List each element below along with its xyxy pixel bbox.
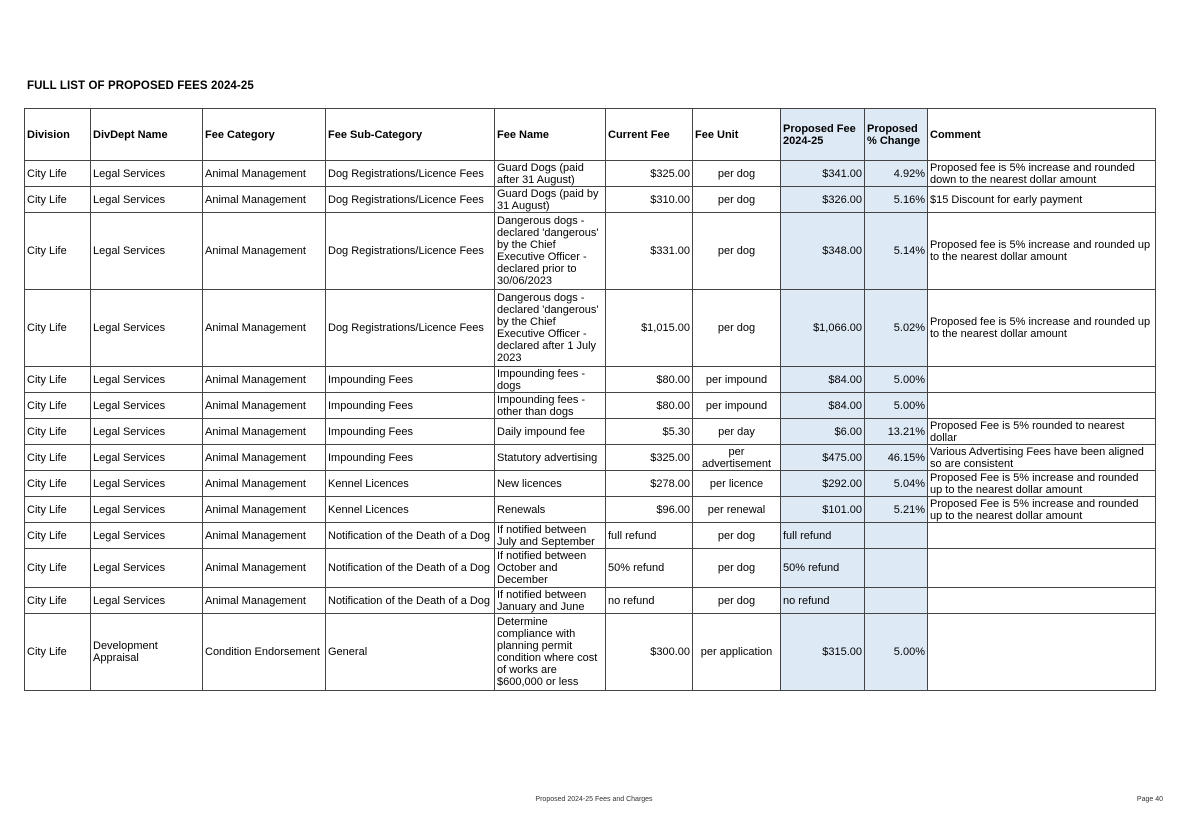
- cell-category: Animal Management: [203, 419, 326, 445]
- cell-proposed-fee: no refund: [781, 588, 865, 614]
- cell-dept: Legal Services: [91, 290, 203, 367]
- cell-category: Animal Management: [203, 367, 326, 393]
- table-body: [25, 161, 1156, 691]
- cell-subcategory: Impounding Fees: [326, 445, 495, 471]
- cell-fee-name: If notified between October and December: [495, 549, 606, 588]
- cell-category: Animal Management: [203, 290, 326, 367]
- cell-proposed-fee: $348.00: [781, 213, 865, 290]
- cell-category: Animal Management: [203, 445, 326, 471]
- table-row: [25, 614, 1156, 691]
- table-row: [25, 393, 1156, 419]
- cell-proposed-fee: $292.00: [781, 471, 865, 497]
- cell-comment: [928, 393, 1156, 419]
- cell-fee-unit: per licence: [693, 471, 781, 497]
- cell-subcategory: Dog Registrations/Licence Fees: [326, 187, 495, 213]
- cell-dept: Legal Services: [91, 213, 203, 290]
- cell-fee-name: Guard Dogs (paid by 31 August): [495, 187, 606, 213]
- cell-fee-unit: per dog: [693, 187, 781, 213]
- cell-proposed-fee: full refund: [781, 523, 865, 549]
- cell-current-fee: $310.00: [606, 187, 693, 213]
- cell-change: 5.02%: [865, 290, 928, 367]
- col-header-proposed-fee: Proposed Fee 2024-25: [781, 109, 865, 161]
- cell-current-fee: $80.00: [606, 367, 693, 393]
- cell-change: 5.04%: [865, 471, 928, 497]
- col-header-current-fee: Current Fee: [606, 109, 693, 161]
- cell-comment: Proposed fee is 5% increase and rounded up to the nearest dollar amount: [928, 213, 1156, 290]
- cell-change: [865, 549, 928, 588]
- cell-change: 5.00%: [865, 367, 928, 393]
- cell-dept: Legal Services: [91, 419, 203, 445]
- cell-division: City Life: [25, 367, 91, 393]
- cell-comment: [928, 523, 1156, 549]
- cell-division: City Life: [25, 187, 91, 213]
- footer-title: Proposed 2024-25 Fees and Charges: [535, 796, 653, 803]
- cell-fee-unit: per dog: [693, 588, 781, 614]
- page-title: FULL LIST OF PROPOSED FEES 2024-25: [27, 80, 254, 92]
- cell-current-fee: $5.30: [606, 419, 693, 445]
- cell-proposed-fee: $84.00: [781, 367, 865, 393]
- cell-dept: Legal Services: [91, 367, 203, 393]
- cell-change: 46.15%: [865, 445, 928, 471]
- table-row: [25, 549, 1156, 588]
- cell-change: 5.00%: [865, 614, 928, 691]
- cell-subcategory: Notification of the Death of a Dog: [326, 523, 495, 549]
- cell-subcategory: Kennel Licences: [326, 471, 495, 497]
- cell-comment: Proposed Fee is 5% increase and rounded up to the nearest dollar amount: [928, 497, 1156, 523]
- cell-subcategory: Notification of the Death of a Dog: [326, 588, 495, 614]
- cell-subcategory: Dog Registrations/Licence Fees: [326, 161, 495, 187]
- cell-current-fee: $331.00: [606, 213, 693, 290]
- cell-category: Animal Management: [203, 549, 326, 588]
- cell-fee-unit: per impound: [693, 393, 781, 419]
- cell-category: Animal Management: [203, 213, 326, 290]
- cell-subcategory: Dog Registrations/Licence Fees: [326, 213, 495, 290]
- table-row: [25, 161, 1156, 187]
- cell-proposed-fee: $1,066.00: [781, 290, 865, 367]
- cell-fee-name: Guard Dogs (paid after 31 August): [495, 161, 606, 187]
- cell-current-fee: 50% refund: [606, 549, 693, 588]
- cell-comment: Proposed Fee is 5% increase and rounded up to the nearest dollar amount: [928, 471, 1156, 497]
- cell-comment: [928, 367, 1156, 393]
- table-row: [25, 187, 1156, 213]
- cell-subcategory: Impounding Fees: [326, 367, 495, 393]
- cell-fee-unit: per dog: [693, 523, 781, 549]
- table-row: [25, 523, 1156, 549]
- cell-fee-name: Renewals: [495, 497, 606, 523]
- cell-dept: Legal Services: [91, 187, 203, 213]
- cell-fee-name: Statutory advertising: [495, 445, 606, 471]
- cell-proposed-fee: $84.00: [781, 393, 865, 419]
- cell-comment: [928, 614, 1156, 691]
- cell-category: Animal Management: [203, 588, 326, 614]
- cell-proposed-fee: $315.00: [781, 614, 865, 691]
- cell-current-fee: $96.00: [606, 497, 693, 523]
- cell-subcategory: Notification of the Death of a Dog: [326, 549, 495, 588]
- cell-proposed-fee: $341.00: [781, 161, 865, 187]
- col-header-dept: DivDept Name: [91, 109, 203, 161]
- page-number: Page 40: [1136, 796, 1163, 803]
- cell-current-fee: $80.00: [606, 393, 693, 419]
- cell-fee-name: If notified between January and June: [495, 588, 606, 614]
- cell-fee-unit: per advertisement: [693, 445, 781, 471]
- cell-change: 5.00%: [865, 393, 928, 419]
- table-row: [25, 588, 1156, 614]
- cell-division: City Life: [25, 614, 91, 691]
- cell-dept: Legal Services: [91, 549, 203, 588]
- cell-fee-name: Dangerous dogs - declared 'dangerous' by the Chief Executive Officer - declared prior to 30/06/2023: [495, 213, 606, 290]
- col-header-change: Proposed % Change: [865, 109, 928, 161]
- table-row: [25, 497, 1156, 523]
- cell-division: City Life: [25, 471, 91, 497]
- cell-current-fee: full refund: [606, 523, 693, 549]
- cell-proposed-fee: $6.00: [781, 419, 865, 445]
- cell-change: 5.21%: [865, 497, 928, 523]
- cell-fee-unit: per day: [693, 419, 781, 445]
- cell-division: City Life: [25, 588, 91, 614]
- cell-subcategory: Impounding Fees: [326, 393, 495, 419]
- col-header-division: Division: [25, 109, 91, 161]
- col-header-fee-unit: Fee Unit: [693, 109, 781, 161]
- cell-comment: [928, 588, 1156, 614]
- cell-dept: Legal Services: [91, 445, 203, 471]
- cell-change: 4.92%: [865, 161, 928, 187]
- cell-fee-unit: per application: [693, 614, 781, 691]
- cell-fee-name: Daily impound fee: [495, 419, 606, 445]
- cell-comment: $15 Discount for early payment: [928, 187, 1156, 213]
- cell-dept: Legal Services: [91, 471, 203, 497]
- header-row: [25, 109, 1156, 161]
- col-header-category: Fee Category: [203, 109, 326, 161]
- cell-division: City Life: [25, 419, 91, 445]
- cell-comment: Various Advertising Fees have been aligned so are consistent: [928, 445, 1156, 471]
- table-row: [25, 471, 1156, 497]
- cell-fee-name: New licences: [495, 471, 606, 497]
- cell-category: Animal Management: [203, 471, 326, 497]
- cell-change: [865, 588, 928, 614]
- cell-current-fee: $300.00: [606, 614, 693, 691]
- cell-fee-unit: per dog: [693, 549, 781, 588]
- cell-dept: Legal Services: [91, 393, 203, 419]
- cell-fee-unit: per renewal: [693, 497, 781, 523]
- cell-fee-unit: per dog: [693, 161, 781, 187]
- cell-fee-unit: per dog: [693, 213, 781, 290]
- cell-category: Animal Management: [203, 523, 326, 549]
- cell-current-fee: no refund: [606, 588, 693, 614]
- cell-category: Animal Management: [203, 497, 326, 523]
- cell-current-fee: $325.00: [606, 161, 693, 187]
- table-row: [25, 445, 1156, 471]
- cell-current-fee: $278.00: [606, 471, 693, 497]
- cell-division: City Life: [25, 290, 91, 367]
- cell-change: 13.21%: [865, 419, 928, 445]
- cell-proposed-fee: $326.00: [781, 187, 865, 213]
- cell-fee-name: Impounding fees - dogs: [495, 367, 606, 393]
- cell-fee-name: Dangerous dogs - declared 'dangerous' by the Chief Executive Officer - declared after 1 July 2023: [495, 290, 606, 367]
- cell-division: City Life: [25, 213, 91, 290]
- cell-category: Animal Management: [203, 161, 326, 187]
- cell-dept: Legal Services: [91, 523, 203, 549]
- cell-division: City Life: [25, 445, 91, 471]
- cell-division: City Life: [25, 549, 91, 588]
- cell-fee-name: Determine compliance with planning permit condition where cost of works are $600,000 or less: [495, 614, 606, 691]
- table-row: [25, 290, 1156, 367]
- cell-change: [865, 523, 928, 549]
- cell-current-fee: $1,015.00: [606, 290, 693, 367]
- cell-comment: Proposed Fee is 5% rounded to nearest dollar: [928, 419, 1156, 445]
- cell-category: Condition Endorsement: [203, 614, 326, 691]
- cell-change: 5.16%: [865, 187, 928, 213]
- cell-division: City Life: [25, 393, 91, 419]
- cell-fee-name: If notified between July and September: [495, 523, 606, 549]
- cell-fee-unit: per dog: [693, 290, 781, 367]
- table-row: [25, 213, 1156, 290]
- cell-category: Animal Management: [203, 393, 326, 419]
- cell-dept: Development Appraisal: [91, 614, 203, 691]
- cell-subcategory: Kennel Licences: [326, 497, 495, 523]
- cell-division: City Life: [25, 523, 91, 549]
- cell-proposed-fee: 50% refund: [781, 549, 865, 588]
- cell-subcategory: General: [326, 614, 495, 691]
- cell-fee-unit: per impound: [693, 367, 781, 393]
- cell-proposed-fee: $101.00: [781, 497, 865, 523]
- cell-subcategory: Dog Registrations/Licence Fees: [326, 290, 495, 367]
- cell-comment: [928, 549, 1156, 588]
- cell-division: City Life: [25, 497, 91, 523]
- cell-comment: Proposed fee is 5% increase and rounded up to the nearest dollar amount: [928, 290, 1156, 367]
- col-header-subcategory: Fee Sub-Category: [326, 109, 495, 161]
- cell-category: Animal Management: [203, 187, 326, 213]
- col-header-comment: Comment: [928, 109, 1156, 161]
- cell-subcategory: Impounding Fees: [326, 419, 495, 445]
- table-row: [25, 367, 1156, 393]
- table-row: [25, 419, 1156, 445]
- fees-table: [24, 108, 1156, 691]
- cell-dept: Legal Services: [91, 161, 203, 187]
- cell-division: City Life: [25, 161, 91, 187]
- cell-dept: Legal Services: [91, 588, 203, 614]
- cell-current-fee: $325.00: [606, 445, 693, 471]
- cell-dept: Legal Services: [91, 497, 203, 523]
- cell-fee-name: Impounding fees - other than dogs: [495, 393, 606, 419]
- col-header-fee-name: Fee Name: [495, 109, 606, 161]
- cell-change: 5.14%: [865, 213, 928, 290]
- cell-comment: Proposed fee is 5% increase and rounded down to the nearest dollar amount: [928, 161, 1156, 187]
- cell-proposed-fee: $475.00: [781, 445, 865, 471]
